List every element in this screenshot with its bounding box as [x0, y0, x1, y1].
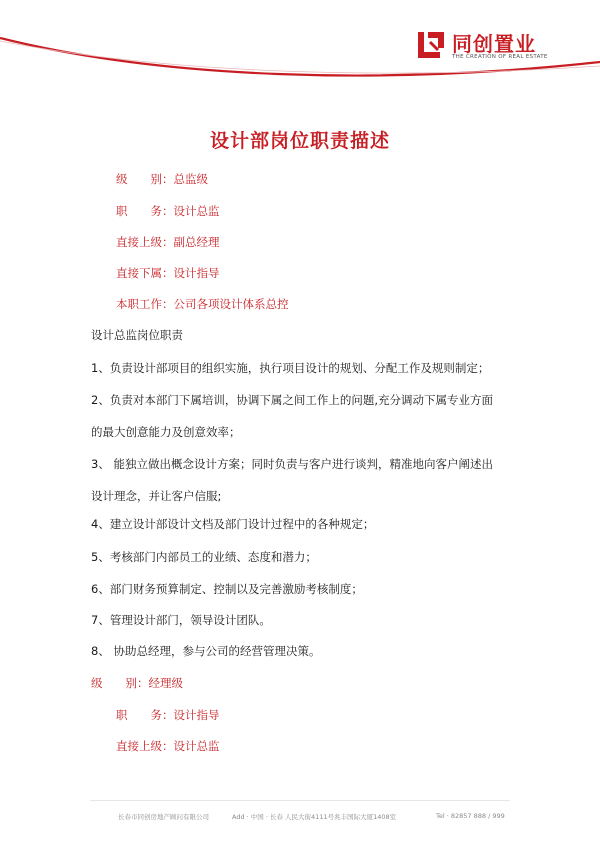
company-logo [416, 28, 591, 68]
info-value: 经理级 [148, 676, 183, 690]
info-row-superior [116, 234, 220, 250]
info-key: 级 别： [116, 172, 174, 186]
duty-line: 6、部门财务预算制定、控制以及完善激励考核制度； [91, 582, 363, 596]
info-value: 设计总监 [173, 204, 220, 218]
duty-line: 的最大创意能力及创意效率； [91, 425, 241, 439]
info2-row-superior [116, 738, 220, 754]
duty-line: 7、管理设计部门，领导设计团队。 [91, 613, 271, 627]
info-value: 公司各项设计体系总控 [173, 297, 289, 311]
info-key: 直接上级： [116, 739, 174, 753]
info-row-subordinate [116, 265, 220, 281]
info-key: 直接下属： [116, 266, 174, 280]
footer-company: 长春市同创房地产顾问有限公司 [118, 813, 209, 821]
info-value: 设计指导 [173, 708, 220, 722]
footer-divider [90, 800, 510, 801]
info-key: 级 别： [91, 676, 149, 690]
duty-line: 5、考核部门内部员工的业绩、态度和潜力； [91, 550, 317, 564]
info-row-main-work [116, 296, 289, 312]
duty-line: 3、 能独立做出概念设计方案；同时负责与客户进行谈判，精准地向客户阐述出 [91, 457, 493, 471]
duty-line: 4、建立设计部设计文档及部门设计过程中的各种规定； [91, 517, 375, 531]
info-key: 职 务： [116, 204, 174, 218]
section-heading: 设计总监岗位职责 [91, 328, 183, 342]
logo-english-name: THE CREATION OF REAL ESTATE [452, 54, 548, 60]
info-value: 副总经理 [173, 235, 220, 249]
info-key: 本职工作： [116, 297, 174, 311]
duty-line: 设计理念，并让客户信服; [91, 489, 222, 503]
page-title: 设计部岗位职责描述 [209, 130, 390, 152]
info-value: 设计指导 [173, 266, 220, 280]
logo-mark-icon [416, 28, 448, 62]
duty-line: 8、 协助总经理，参与公司的经营管理决策。 [91, 644, 321, 658]
info-value: 总监级 [173, 172, 208, 186]
info-key: 职 务： [116, 708, 174, 722]
footer-tel: Tel · 82857 888 / 999 [436, 812, 505, 820]
footer-address: Add · 中国 · 长春 人民大街4111号兆丰国际大厦1408室 [232, 813, 397, 821]
info-row-position [116, 203, 220, 219]
info-value: 设计总监 [173, 739, 220, 753]
duty-line: 2、负责对本部门下属培训，协调下属之间工作上的问题,充分调动下属专业方面 [91, 393, 493, 407]
duty-line: 1、负责设计部项目的组织实施，执行项目设计的规划、分配工作及规则制定； [91, 361, 490, 375]
info2-row-position [116, 707, 220, 723]
logo-chinese-name: 同创置业 [452, 32, 536, 56]
info-row-level [116, 171, 208, 187]
info2-row-level [91, 675, 183, 691]
info-key: 直接上级： [116, 235, 174, 249]
